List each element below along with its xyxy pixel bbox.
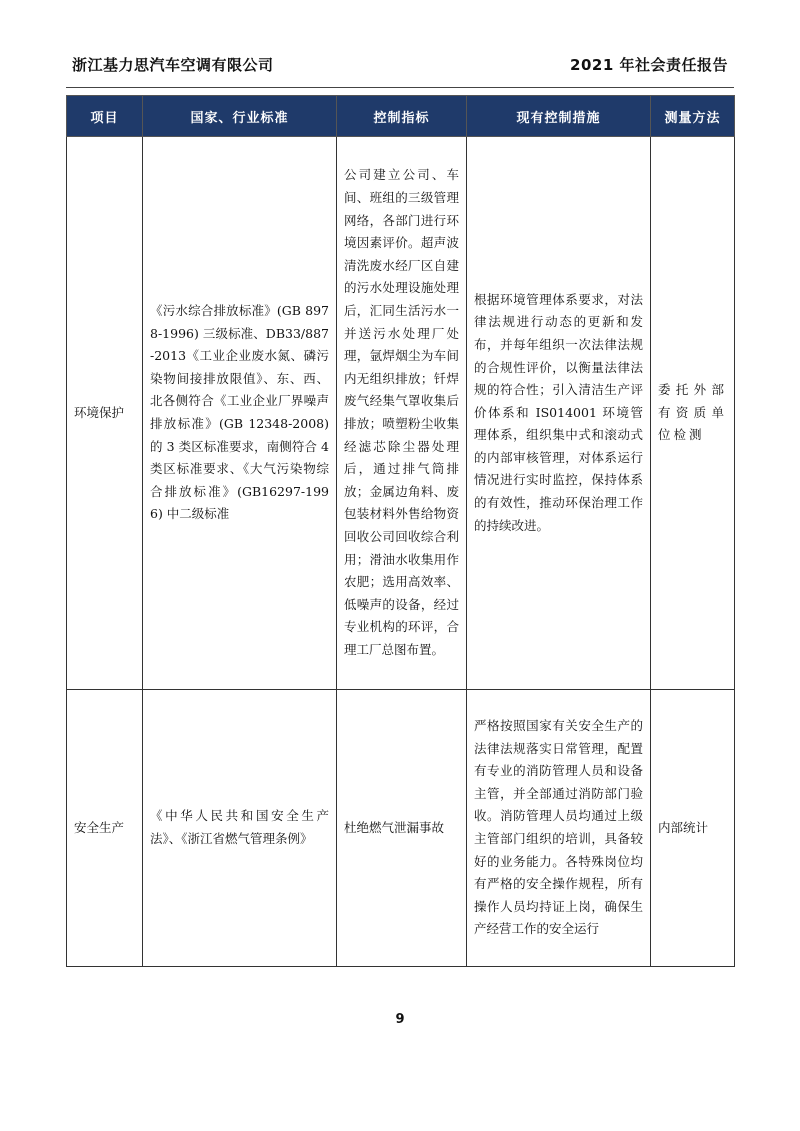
cell-standard: 《中华人民共和国安全生产法》、《浙江省燃气管理条例》 xyxy=(143,690,337,967)
cell-measures: 严格按照国家有关安全生产的法律法规落实日常管理，配置有专业的消防管理人员和设备主管，并全部通过消防部门验收。消防管理人员均通过上级主管部门组织的培训，具备较好的业务能力。各特殊岗位均有严格的安全操作规程，所有操作人员均持证上岗，确保生产经营工作的安全运行 xyxy=(467,690,651,967)
col-header-measures: 现有控制措施 xyxy=(467,96,651,137)
header-divider xyxy=(66,87,734,88)
cell-standard: 《污水综合排放标准》(GB 8978-1996) 三级标准、DB33/887-2013《工业企业废水氮、磷污染物间接排放限值》、东、西、北各侧符合《工业企业厂界噪声排放标准》(GB 12348-2008) 的 3 类区标准要求，南侧符合 4 类区标准要求、《大气污染物综合排放标准》(GB16297-1996) 中二级标准 xyxy=(143,137,337,690)
cell-item: 环境保护 xyxy=(67,137,143,690)
control-measures-table xyxy=(66,95,735,967)
col-header-standard: 国家、行业标准 xyxy=(143,96,337,137)
cell-control: 公司建立公司、车间、班组的三级管理网络，各部门进行环境因素评价。超声波清洗废水经厂区自建的污水处理设施处理后，汇同生活污水一并送污水处理厂处理，氩焊烟尘为车间内无组织排放；钎焊废气经集气罩收集后排放；喷塑粉尘收集经滤芯除尘器处理后，通过排气筒排放；金属边角料、废包装材料外售给物资回收公司回收综合利用；滑油水收集用作农肥；选用高效率、低噪声的设备，经过专业机构的环评，合理工厂总图布置。 xyxy=(337,137,467,690)
table-header-row xyxy=(67,96,735,137)
company-name: 浙江基力思汽车空调有限公司 xyxy=(72,56,274,74)
page-number: 9 xyxy=(395,1012,405,1027)
table-row xyxy=(67,690,735,967)
report-title: 2021 年社会责任报告 xyxy=(570,56,728,74)
cell-method: 委托外部有资质单位检测 xyxy=(651,137,735,690)
col-header-item: 项目 xyxy=(67,96,143,137)
cell-method: 内部统计 xyxy=(651,690,735,967)
cell-control: 杜绝燃气泄漏事故 xyxy=(337,690,467,967)
col-header-control: 控制指标 xyxy=(337,96,467,137)
cell-measures: 根据环境管理体系要求，对法律法规进行动态的更新和发布，并每年组织一次法律法规的合规性评价，以衡量法律法规的符合性；引入清洁生产评价体系和 IS014001 环境管理体系，组织集中式和滚动式的内部审核管理，对体系运行情况进行实时监控，保持体系的有效性，推动环保治理工作的持续改进。 xyxy=(467,137,651,690)
table-row xyxy=(67,137,735,690)
col-header-method: 测量方法 xyxy=(651,96,735,137)
cell-item: 安全生产 xyxy=(67,690,143,967)
